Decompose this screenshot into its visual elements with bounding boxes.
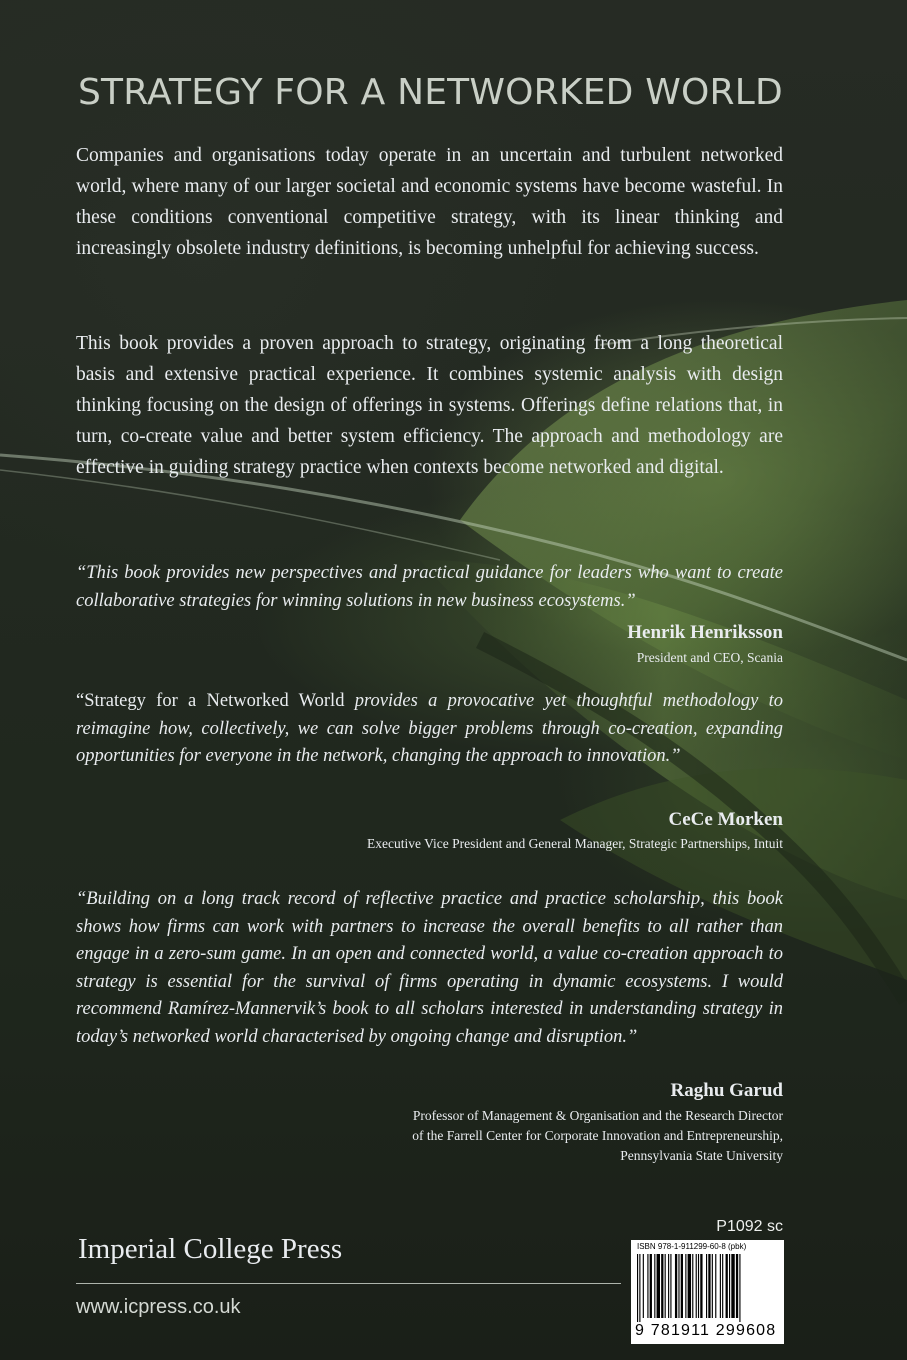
endorser-role-2: Executive Vice President and General Manager, Strategic Partnerships, Intuit bbox=[366, 836, 783, 851]
description-paragraph-1: Companies and organisations today operate in an uncertain and turbulent networked world, where many of our larger societal and economic systems have become wasteful. In these conditions conventional competitive strategy, with its linear thinking and increasingly obsolete industry definitions, is becoming unhelpful for achieving success. bbox=[76, 145, 783, 259]
endorser-role-1: President and CEO, Scania bbox=[636, 650, 783, 665]
book-title: STRATEGY FOR A NETWORKED WORLD bbox=[78, 72, 783, 113]
isbn-label: ISBN 978-1-911299-60-8 (pbk) bbox=[637, 1242, 747, 1251]
endorsement-quote-2-text: provides a provocative yet thoughtful methodology to reimagine how, collectively, we can solve bigger problems through co-creation, expanding opportunities for everyone in the network, changing the approach to innovation.” bbox=[76, 691, 783, 766]
description-paragraph-2: This book provides a proven approach to strategy, originating from a long theoretical basis and extensive practical experience. It combines systemic analysis with design thinking focusing on the design of offerings in systems. Offerings define relations that, in turn, co-create value and better system efficiency. The approach and methodology are effective in guiding strategy practice when contexts become networked and digital. bbox=[76, 333, 783, 478]
barcode-bars bbox=[637, 1254, 778, 1322]
publisher-name: Imperial College Press bbox=[78, 1233, 343, 1265]
endorsement-quote-1: “This book provides new perspectives and practical guidance for leaders who want to create collaborative strategies for winning solutions in new business ecosystems.” bbox=[76, 563, 783, 611]
footer-divider bbox=[76, 1283, 621, 1284]
publisher-website: www.icpress.co.uk bbox=[76, 1296, 241, 1318]
product-code: P1092 sc bbox=[716, 1218, 783, 1235]
endorsement-quote-2 bbox=[76, 688, 783, 771]
endorser-name-2: CeCe Morken bbox=[668, 809, 783, 830]
quoted-book-title: “Strategy for a Networked World bbox=[76, 691, 345, 711]
endorser-role-3-line-1: Professor of Management & Organisation and the Research Director bbox=[412, 1108, 783, 1123]
endorser-role-3-line-3: Pennsylvania State University bbox=[620, 1148, 783, 1163]
isbn-digits: 9 781911 299608 bbox=[635, 1322, 777, 1339]
endorser-name-3: Raghu Garud bbox=[670, 1080, 783, 1101]
isbn-barcode bbox=[631, 1240, 784, 1344]
endorsement-quote-3: “Building on a long track record of reflective practice and practice scholarship, this book shows how firms can work with partners to increase the overall benefits to all rather than engage in a zero-sum game. In an open and connected world, a value co-creation approach to strategy is essential for the survival of firms operating in dynamic ecosystems. I would recommend Ramírez-Mannervik’s book to all scholars interested in understanding strategy in today’s networked world characterised by ongoing change and disruption.” bbox=[76, 889, 783, 1047]
endorser-name-1: Henrik Henriksson bbox=[627, 622, 783, 643]
endorser-role-3-line-2: of the Farrell Center for Corporate Innovation and Entrepreneurship, bbox=[412, 1128, 783, 1143]
